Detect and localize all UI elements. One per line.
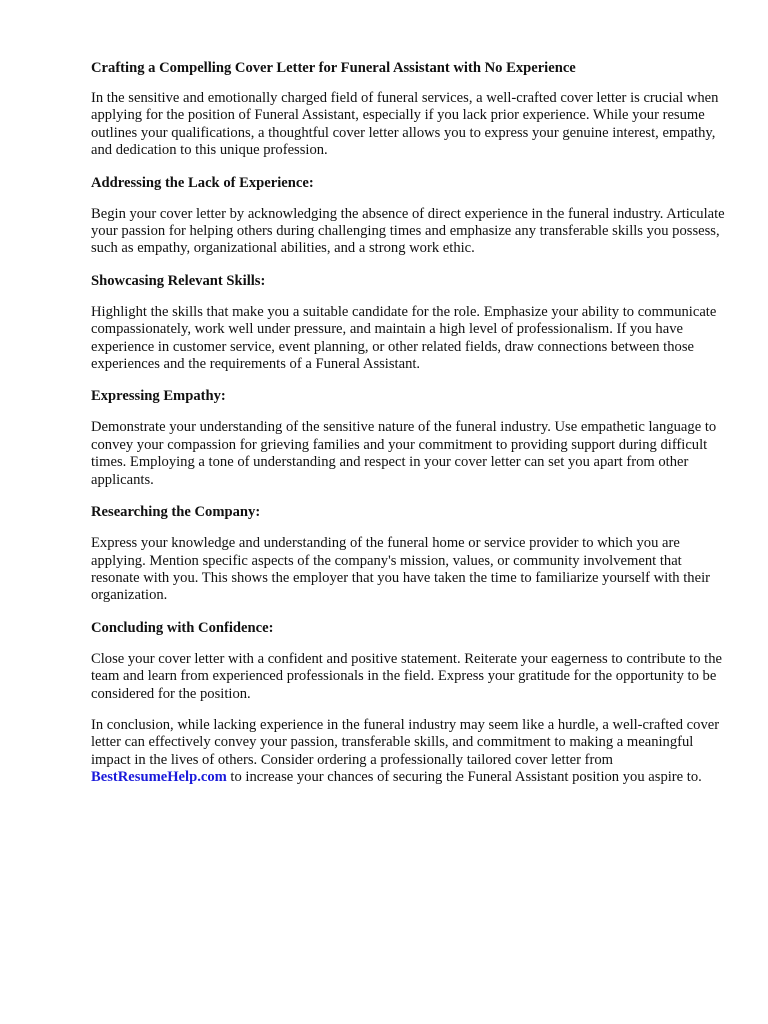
conclusion-paragraph xyxy=(91,717,727,787)
section-researching-company xyxy=(91,503,727,605)
intro-paragraph: In the sensitive and emotionally charged field of funeral services, a well-crafted cover letter is crucial when applying for the position of Funeral Assistant, especially if you lack prior experience. While your resume outlines your qualifications, a thoughtful cover letter allows you to express your genuine interest, empathy, and dedication to this unique profession. xyxy=(91,90,719,159)
section-body: Close your cover letter with a confident and positive statement. Reiterate your eagerness to contribute to the team and learn from experienced professionals in the field. Express your gratitude for the opportunity to be considered for the position. xyxy=(91,650,722,702)
conclusion-text-before-link: In conclusion, while lacking experience in the funeral industry may seem like a hurdle, a well-crafted cover letter can effectively convey your passion, transferable skills, and commitment to making a meaningful impact in the lives of others. Consider ordering a professionally tailored cover letter from xyxy=(91,716,720,768)
section-body: Demonstrate your understanding of the sensitive nature of the funeral industry. Use empathetic language to convey your compassion for grieving families and your commitment to providing support during difficult times. Employing a tone of understanding and respect in your cover letter can set you apart from other applicants. xyxy=(91,419,717,488)
conclusion-text-after-link: to increase your chances of securing the Funeral Assistant position you aspire to. xyxy=(226,769,702,786)
bestresumehelp-link[interactable]: BestResumeHelp.com xyxy=(91,769,227,786)
section-lack-of-experience xyxy=(91,174,727,258)
section-heading: Addressing the Lack of Experience: xyxy=(91,174,314,191)
section-heading: Expressing Empathy: xyxy=(91,388,226,405)
section-expressing-empathy xyxy=(91,387,727,489)
section-heading: Concluding with Confidence: xyxy=(91,619,274,636)
section-body: Express your knowledge and understanding of the funeral home or service provider to which you are applying. Mention specific aspects of the company's mission, values, or community involvement that resonate with you. This shows the employer that you have taken the time to familiarize yourself with their organization. xyxy=(91,535,710,604)
section-concluding-confidence xyxy=(91,619,727,703)
document-page xyxy=(91,59,727,801)
section-heading: Showcasing Relevant Skills: xyxy=(91,272,266,289)
section-heading: Researching the Company: xyxy=(91,504,261,521)
section-body: Highlight the skills that make you a suitable candidate for the role. Emphasize your ability to communicate compassionately, work well under pressure, and maintain a high level of professionalism. If you have experience in customer service, event planning, or other related fields, draw connections between those experiences and the requirements of a Funeral Assistant. xyxy=(91,303,717,373)
section-relevant-skills xyxy=(91,272,727,374)
document-title: Crafting a Compelling Cover Letter for Funeral Assistant with No Experience xyxy=(91,60,576,76)
section-body: Begin your cover letter by acknowledging the absence of direct experience in the funeral industry. Articulate your passion for helping others during challenging times and emphasize any transferable skills you possess, such as empathy, organizational abilities, and a strong work ethic. xyxy=(91,205,725,257)
